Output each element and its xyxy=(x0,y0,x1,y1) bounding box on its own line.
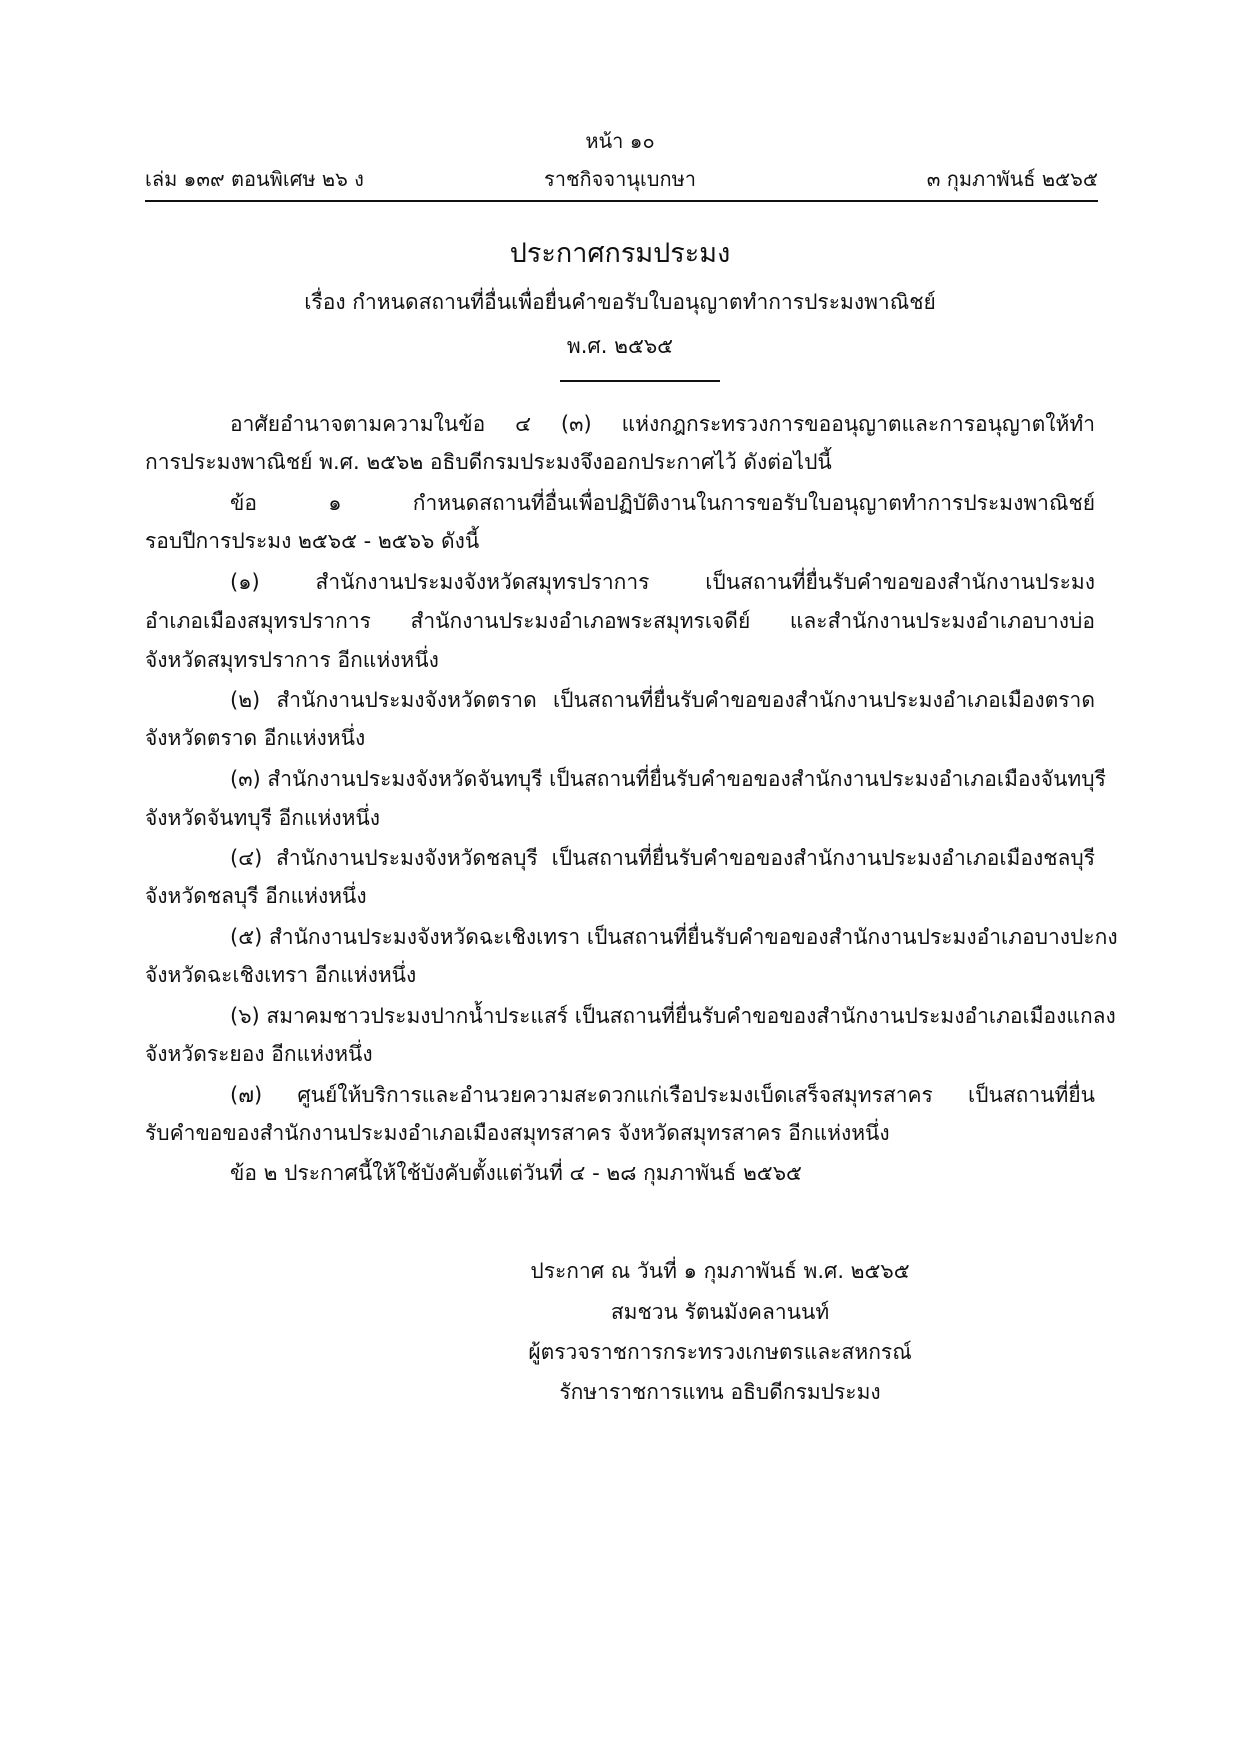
body-line: (๒) สำนักงานประมงจังหวัดตราด เป็นสถานที่ยื่นรับคำขอของสำนักงานประมงอำเภอเมืองตราด xyxy=(230,688,1095,712)
signature-date: ประกาศ ณ วันที่ ๑ กุมภาพันธ์ พ.ศ. ๒๕๖๕ xyxy=(530,1259,910,1283)
body-line: รับคำขอของสำนักงานประมงอำเภอเมืองสมุทรสาคร จังหวัดสมุทรสาคร อีกแห่งหนึ่ง xyxy=(145,1121,890,1145)
body-line: (๖) สมาคมชาวประมงปากน้ำประแสร์ เป็นสถานที่ยื่นรับคำขอของสำนักงานประมงอำเภอเมืองแกลง xyxy=(230,1004,1116,1028)
signer-acting-role: รักษาราชการแทน อธิบดีกรมประมง xyxy=(559,1380,881,1404)
document-title: ประกาศกรมประมง xyxy=(509,238,731,269)
body-line: การประมงพาณิชย์ พ.ศ. ๒๕๖๒ อธิบดีกรมประมงจึงออกประกาศไว้ ดังต่อไปนี้ xyxy=(145,450,832,474)
body-line: จังหวัดจันทบุรี อีกแห่งหนึ่ง xyxy=(145,806,381,830)
body-line: ข้อ ๑ กำหนดสถานที่อื่นเพื่อปฏิบัติงานในการขอรับใบอนุญาตทำการประมงพาณิชย์ xyxy=(230,491,1095,515)
gazette-date: ๓ กุมภาพันธ์ ๒๕๖๕ xyxy=(926,167,1098,191)
body-line: (๔) สำนักงานประมงจังหวัดชลบุรี เป็นสถานที่ยื่นรับคำขอของสำนักงานประมงอำเภอเมืองชลบุรี xyxy=(230,846,1095,870)
body-line: จังหวัดระยอง อีกแห่งหนึ่ง xyxy=(145,1042,373,1066)
signer-position: ผู้ตรวจราชการกระทรวงเกษตรและสหกรณ์ xyxy=(528,1340,912,1364)
document-year: พ.ศ. ๒๕๖๕ xyxy=(566,334,674,358)
body-line: อำเภอเมืองสมุทรปราการ สำนักงานประมงอำเภอพระสมุทรเจดีย์ และสำนักงานประมงอำเภอบางบ่อ xyxy=(145,609,1095,633)
body-line: จังหวัดฉะเชิงเทรา อีกแห่งหนึ่ง xyxy=(145,963,417,987)
body-line: ข้อ ๒ ประกาศนี้ให้ใช้บังคับตั้งแต่วันที่ ๔ - ๒๘ กุมภาพันธ์ ๒๕๖๕ xyxy=(230,1161,802,1185)
signer-name: สมชวน รัตนมังคลานนท์ xyxy=(610,1300,830,1324)
volume-info: เล่ม ๑๓๙ ตอนพิเศษ ๒๖ ง xyxy=(145,167,364,191)
body-line: รอบปีการประมง ๒๕๖๕ - ๒๕๖๖ ดังนี้ xyxy=(145,529,480,553)
body-line: จังหวัดตราด อีกแห่งหนึ่ง xyxy=(145,726,366,750)
header-divider xyxy=(145,200,1098,202)
title-divider xyxy=(560,380,720,382)
body-line: จังหวัดชลบุรี อีกแห่งหนึ่ง xyxy=(145,884,367,908)
body-line: (๑) สำนักงานประมงจังหวัดสมุทรปราการ เป็นสถานที่ยื่นรับคำขอของสำนักงานประมง xyxy=(230,570,1095,594)
page-number: หน้า ๑๐ xyxy=(585,129,655,153)
document-subject: เรื่อง กำหนดสถานที่อื่นเพื่อยื่นคำขอรับใบอนุญาตทำการประมงพาณิชย์ xyxy=(304,290,936,314)
body-line: (๓) สำนักงานประมงจังหวัดจันทบุรี เป็นสถานที่ยื่นรับคำขอของสำนักงานประมงอำเภอเมืองจันทบุรี xyxy=(230,767,1106,791)
gazette-name: ราชกิจจานุเบกษา xyxy=(543,167,697,191)
body-line: จังหวัดสมุทรปราการ อีกแห่งหนึ่ง xyxy=(145,648,439,672)
body-line: (๕) สำนักงานประมงจังหวัดฉะเชิงเทรา เป็นสถานที่ยื่นรับคำขอของสำนักงานประมงอำเภอบางปะกง xyxy=(230,925,1118,949)
body-line: (๗) ศูนย์ให้บริการและอำนวยความสะดวกแก่เรือประมงเบ็ดเสร็จสมุทรสาคร เป็นสถานที่ยื่น xyxy=(230,1083,1095,1107)
body-line: อาศัยอำนาจตามความในข้อ ๔ (๓) แห่งกฎกระทรวงการขออนุญาตและการอนุญาตให้ทำ xyxy=(230,412,1095,436)
